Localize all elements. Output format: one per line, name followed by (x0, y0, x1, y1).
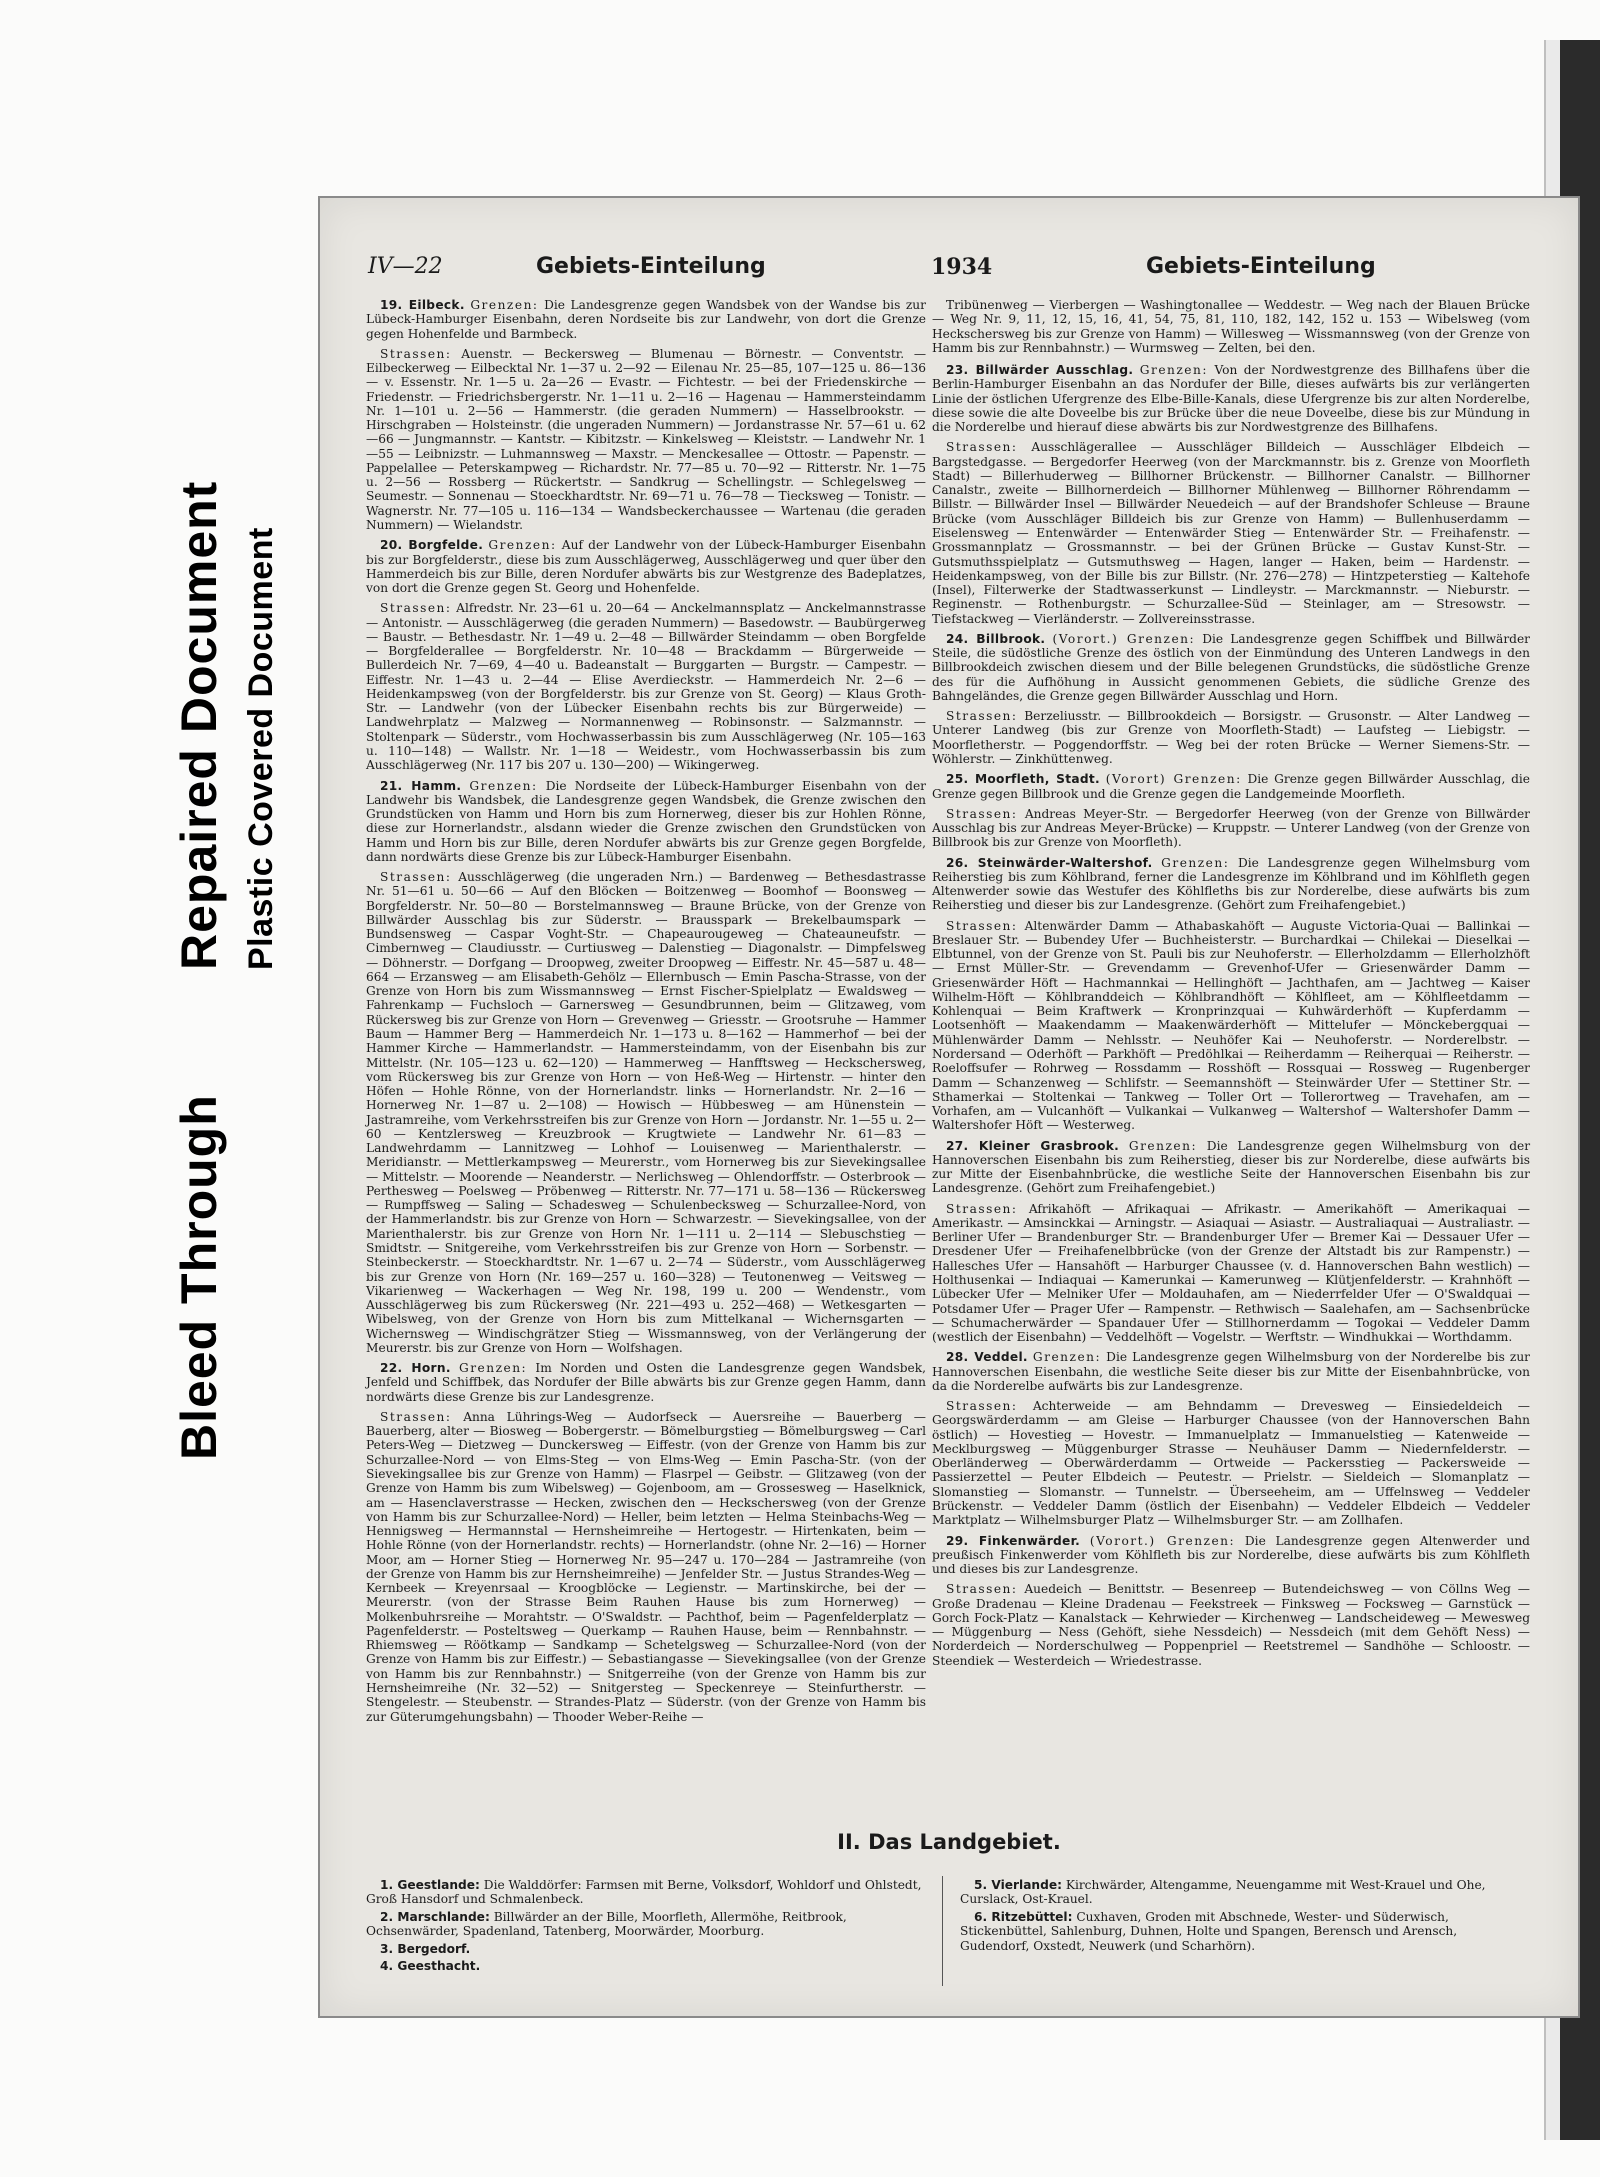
grenzen-text: Die Grenze gegen Billwärder Ausschlag, die Grenze gegen Billbrook und die Grenze gegen die Landgemeinde Moorfleth. (932, 772, 1531, 801)
strassen-label: Strassen: (946, 1399, 1018, 1414)
grenzen-text: Die Landesgrenze gegen Wilhelmsburg vom Reiherstieg bis zum Köhlbrand, ferner die Landesgrenze im Köhlbrand und im Köhlfleth gegen Altenwerder sowie das Westufer des Köhlfleths bis zur Norderelbe, diese aufwärts bis zum Reiherstieg und dieser bis zur Landesgrenze. (Gehört zum Freihafengebiet.) (932, 855, 1531, 913)
strassen-text: Alfredstr. Nr. 23—61 u. 20—64 — Anckelmannsplatz — Anckelmannstrasse — Antonistr. — Ausschlägerweg (die geraden Nummern) — Basedowstr. — Baubürgerweg — Baustr. — Bethesdastr. Nr. 1—49 u. 2—48 — Billwärder Steindamm — oben Borgfelde — Borgfelderallee — Borgfelderstr. Nr. 10—48 — Brackdamm — Bürgerweide — Bullerdeich Nr. 7—69, 4—40 u. Badeanstalt — Burggarten — Burgstr. — Campestr. — Eiffestr. Nr. 1—43 u. 2—44 — Elise Averdieckstr. — Hammerdeich Nr. 2—6 — Heidenkampsweg (von der Borgfelderstr. bis zur Grenze von St. Georg) — Klaus Groth-Str. — Landwehr (von der Lübecker Eisenbahn rechts bis zur Bürgerweide) — Landwehrplatz — Malzweg — Normannenweg — Robinsonstr. — Salzmannstr. — Stoltenpark — Süderstr., vom Hochwasserbassin bis zum Ausschlägerweg (Nr. 105—163 u. 110—148) — Wallstr. Nr. 1—18 — Weidestr., vom Hochwasserbassin bis zum Ausschlägerweg (Nr. 117 bis 207 u. 130—200) — Wikingerweg. (366, 601, 926, 773)
district-entry (932, 632, 1530, 766)
district-entry (932, 1534, 1530, 1668)
landgebiet-item-label: 3. Bergedorf. (380, 1941, 471, 1956)
landgebiet-item-text: Billwärder an der Bille, Moorfleth, Allermöhe, Reitbrook, Ochsenwärder, Spadenland, Tatenberg, Moorwärder, Moorburg. (366, 1909, 847, 1939)
header-title-right: Gebiets-Einteilung (1146, 254, 1376, 279)
continuation-paragraph: Tribünenweg — Vierbergen — Washingtonallee — Weddestr. — Weg nach der Blauen Brücke — Weg Nr. 9, 11, 12, 15, 16, 41, 54, 75, 81, 110, 182, 142, 152 u. 153 — Wibelsweg (vom Heckschersweg bis zur Grenze von Hamm) — Willesweg — Wissmannsweg (von der Grenze von Hamm bis zur Rennbahnstr.) — Wurmsweg — Zelten, bei den. (932, 298, 1530, 355)
strassen-label: Strassen: (380, 870, 452, 885)
landgebiet-left-column (366, 1878, 926, 1976)
district-grenzen-paragraph (366, 298, 926, 341)
plastic-covered-label: Plastic Covered Document (242, 527, 280, 970)
landgebiet-heading: II. Das Landgebiet. (837, 1830, 1061, 1854)
landgebiet-item-label: 2. Marschlande: (380, 1909, 490, 1924)
bleed-through-label: Bleed Through (171, 1094, 227, 1460)
district-strassen-paragraph (366, 601, 926, 772)
district-entry (366, 1361, 926, 1724)
district-title: 29. Finkenwärder. (946, 1533, 1081, 1548)
district-entry (366, 538, 926, 772)
district-strassen-paragraph (932, 1202, 1530, 1345)
district-strassen-paragraph (366, 347, 926, 532)
district-title: 20. Borgfelde. (380, 538, 484, 553)
district-grenzen-paragraph (366, 779, 926, 865)
district-title: 22. Horn. (380, 1361, 451, 1376)
district-grenzen-paragraph (366, 1361, 926, 1404)
grenzen-text: Die Landesgrenze gegen Wilhelmsburg von der Norderelbe bis zur Hannoverschen Eisenbahn, die westliche Seite dieser bis zur Mitte der Eisenbahnbrücke, von da die Norderelbe aufwärts bis zur Landesgrenze. (932, 1350, 1530, 1393)
district-entry (366, 779, 926, 1356)
grenzen-label: Grenzen: (1161, 855, 1230, 870)
side-labels (150, 480, 320, 1500)
landgebiet-item-text: Kirchwärder, Altengamme, Neuengamme mit West-Krauel und Ohe, Curslack, Ost-Krauel. (960, 1878, 1486, 1907)
strassen-text: Ausschlägerallee — Ausschläger Billdeich — Ausschläger Elbdeich — Bargstedgasse. — Bergedorfer Heerweg (von der Marckmannstr. bis z. Grenze von Moorfleth Stadt) — Billerhuderweg — Billhorner Brückenstr. — Billhorner Canalstr. — Billhorner Canalstr., zweite — Billhornerdeich — Billhorner Mühlenweg — Billhorner Röhrendamm — Billstr. — Billwärder Insel — Billwärder Neuedeich — auf der Brandshofer Schleuse — Braune Brücke (vom Ausschläger Billdeich bis zur Grenze von Hamm) — Bullenhuserdamm — Eiselensweg — Entenwärder — Entenwärder Stieg — Entenwärder Str. — Freihafenstr. — Grossmannplatz — Grossmannstr. — bei der Grünen Brücke — Gustav Kunst-Str. — Gutsmuthsspielplatz — Gutsmuthsweg — Hagen, langer — Haken, beim — Hardenstr. — Heidenkampsweg, von der Bille bis zur Billstr. (Nr. 276—278) — Hintzpeterstieg — Kaltehofe (Insel), Filterwerke der Stadtwasserkunst — Lindleystr. — Marckmannstr. — Nieburstr. — Reginenstr. — Rothenburgstr. — Schurzallee-Süd — Steinlager, am — Stresowstr. — Tiefstackweg — Vierländerstr. — Zollvereinsstrasse. (932, 440, 1530, 626)
grenzen-text: Die Landesgrenze gegen Altenwerder und preußisch Finkenwerder vom Köhlfleth bis zur Norderelbe, diese aufwärts bis zum Köhlfleth und dieses bis zur Landesgrenze. (932, 1533, 1530, 1577)
landgebiet-right-column (960, 1878, 1530, 1956)
grenzen-label: (Vorort.) Grenzen: (1052, 631, 1196, 646)
grenzen-text: Die Nordseite der Lübeck-Hamburger Eisenbahn von der Landwehr bis Wandsbek, die Landesgrenze gegen Wandsbek, die Grenze zwischen den Grundstücken von Hamm und Horn bis zum Hornerweg, dieser bis zur Hohlen Rönne, diese zur Hornerlandstr., alsdann wieder die Grenze zwischen den Grundstücken von Hamm und Horn bis zur Bille, deren Nordufer abwärts bis zur Grenze gegen Borgfelde, dann nordwärts diese Grenze bis zur Lübeck-Hamburger Eisenbahn. (366, 778, 927, 864)
district-entry (932, 363, 1530, 626)
strassen-text: Auedeich — Benittstr. — Besenreep — Butendeichsweg — von Cöllns Weg — Große Dradenau — Kleine Dradenau — Feekstreek — Finksweg — Focksweg — Garnstück — Gorch Fock-Platz — Kanalstack — Kehrwieder — Kirchenweg — Landscheideweg — Mewesweg — Müggenburg — Ness (Gehöft, siehe Nessdeich) — Nessdeich (mit dem Gehöft Ness) — Norderdeich — Norderschulweg — Poppenpriel — Reetstremel — Sandhöhe — Schloostr. — Steendiek — Westerdeich — Wriedestrasse. (932, 1582, 1530, 1668)
district-title: 21. Hamm. (380, 778, 462, 793)
landgebiet-item-label: 4. Geesthacht. (380, 1958, 481, 1973)
landgebiet-item (366, 1942, 926, 1956)
district-strassen-paragraph (932, 1582, 1530, 1668)
strassen-label: Strassen: (946, 806, 1018, 821)
district-title: 26. Steinwärder-Waltershof. (946, 855, 1153, 870)
strassen-label: Strassen: (946, 1201, 1018, 1216)
strassen-text: Berzeliusstr. — Billbrookdeich — Borsigstr. — Grusonstr. — Alter Landweg — Unterer Landweg (bis zur Grenze von Moorfleth-Stadt) — Laufsteg — Liebigstr. — Moorfletherstr. — Poggendorffstr. — Weg bei der roten Brücke — Werner Siemens-Str. — Wöhlerstr. — Zinkhüttenweg. (932, 709, 1530, 766)
strassen-label: Strassen: (946, 440, 1018, 455)
district-strassen-paragraph (932, 807, 1530, 850)
strassen-label: Strassen: (946, 1582, 1018, 1597)
landgebiet-item (366, 1910, 926, 1939)
grenzen-label: Grenzen: (1128, 1138, 1198, 1153)
strassen-label: Strassen: (946, 918, 1018, 933)
strassen-label: Strassen: (380, 601, 452, 616)
strassen-text: Afrikahöft — Afrikaquai — Afrikastr. — Amerikahöft — Amerikaquai — Amerikastr. — Amsinckkai — Arningstr. — Asiaquai — Asiastr. — Australiaquai — Australiastr. — Berliner Ufer — Brandenburger Str. — Brandenburger Ufer — Bremer Kai — Dessauer Ufer — Dresdener Ufer — Freihafenelbbrücke (von der Grenze der Altstadt bis zur Rampenstr.) — Hallesches Ufer — Hansahöft — Harburger Chaussee (v. d. Hannoverschen Bahn westlich) — Holthusenkai — Indiaquai — Kamerunkai — Kamerunweg — Klütjenfelderstr. — Krahnhöft — Lübecker Ufer — Melniker Ufer — Moldauhafen, am — Niederrfelder Ufer — O'Swaldquai — Potsdamer Ufer — Prager Ufer — Rampenstr. — Rethwisch — Saalehafen, am — Sachsenbrücke — Schumacherwärder — Spandauer Ufer — Stillhornerdamm — Togokai — Veddeler Damm (westlich der Eisenbahn) — Veddelhöft — Vogelstr. — Werftstr. — Windhukkai — Worthdamm. (932, 1201, 1530, 1345)
strassen-label: Strassen: (380, 346, 452, 361)
strassen-label: Strassen: (946, 709, 1018, 724)
landgebiet-item-text: Cuxhaven, Groden mit Abschnede, Wester- und Süderwisch, Stickenbüttel, Sahlenburg, Duhnen, Holte und Spangen, Berensch und Arensch, Gudendorf, Oxstedt, Neuwerk (und Scharhörn). (960, 1909, 1458, 1953)
district-strassen-paragraph (932, 1399, 1530, 1527)
district-strassen-paragraph (366, 1410, 926, 1724)
grenzen-label: Grenzen: (1139, 363, 1208, 378)
column-divider (942, 1876, 943, 1986)
landgebiet-item (960, 1878, 1530, 1907)
district-title: 28. Veddel. (946, 1350, 1028, 1365)
district-grenzen-paragraph (932, 363, 1530, 434)
landgebiet-item (366, 1878, 926, 1907)
repaired-document-label: Repaired Document (171, 480, 227, 970)
district-grenzen-paragraph (932, 1139, 1530, 1196)
district-grenzen-paragraph (932, 632, 1530, 703)
grenzen-label: (Vorort.) Grenzen: (1089, 1533, 1236, 1548)
strassen-text: Achterweide — am Behndamm — Drevesweg — Einsiedeldeich — Georgswärderdamm — am Gleise — Harburger Chaussee (von der Hannoverschen Bahn östlich) — Hovestieg — Hovestr. — Immanuelplatz — Immanuelstieg — Katenweide — Mecklburgsweg — Müggenburger Strasse — Neuhäuser Damm — Niedernfelderstr. — Oberländerweg — Oberwärderdamm — Ortweide — Packersstieg — Packersweide — Passierzettel — Peuter Elbdeich — Peutestr. — Prielstr. — Sieldeich — Slomanplatz — Slomanstieg — Slomanstr. — Tunnelstr. — Überseeheim, am — Uffelnsweg — Veddeler Brückenstr. — Veddeler Damm (östlich der Eisenbahn) — Veddeler Elbdeich — Veddeler Marktplatz — Wilhelmsburger Platz — Wilhelmsburger Str. — am Zollhafen. (932, 1399, 1530, 1528)
district-title: 25. Moorfleth, Stadt. (946, 772, 1100, 787)
header-year: 1934 (931, 254, 993, 280)
district-title: 27. Kleiner Grasbrook. (946, 1138, 1120, 1153)
strassen-text: Auenstr. — Beckersweg — Blumenau — Börnestr. — Conventstr. — Eilbeckerweg — Eilbecktal Nr. 1—37 u. 2—92 — Eilenau Nr. 25—85, 107—125 u. 86—136 — v. Essenstr. Nr. 1—5 u. 2a—26 — Evastr. — Fichtestr. — bei der Friedenskirche — Friedenstr. — Friedrichsbergerstr. Nr. 1—11 u. 2—16 — Hagenau — Hammersteindamm Nr. 1—101 u. 2—56 — Hammerstr. (die geraden Nummern) — Hasselbrookstr. — Hirschgraben — Holsteinstr. (die ungeraden Nummern) — Jordanstrasse Nr. 57—61 u. 62—66 — Jungmannstr. — Kantstr. — Kibitzstr. — Kinkelsweg — Kleiststr. — Landwehr Nr. 1—55 — Leibnizstr. — Luhmannsweg — Maxstr. — Menckesallee — Ottostr. — Papenstr. — Pappelallee — Peterskampweg — Richardstr. Nr. 77—85 u. 70—92 — Ritterstr. Nr. 1—75 u. 2—56 — Rossberg — Rückertstr. — Sandkrug — Schellingstr. — Schlegelsweg — Seumestr. — Sonnenau — Stoeckhardtstr. Nr. 69—71 u. 76—78 — Tiecksweg — Tonistr. — Wagnerstr. Nr. 77—105 u. 116—134 — Wandsbeckerchaussee — Wartenau (die geraden Nummern) — Wielandstr. (366, 346, 927, 532)
grenzen-label: Grenzen: (469, 778, 538, 793)
district-strassen-paragraph (366, 870, 926, 1355)
district-entry (932, 856, 1530, 1133)
page-header (356, 254, 1546, 284)
district-entry (932, 1139, 1530, 1345)
grenzen-text: Die Landesgrenze gegen Schiffbek und Billwärder Steile, die südöstliche Grenze des östlich von der Einmündung des Unteren Landwegs in den Billbrookdeich zwischen diesem und der Bille belegenen Grundstücks, die südöstliche Grenze des für die Aufhöhung in Aussicht genommenen Gebiets, die südliche Grenze des Bahngeländes, die Grenze gegen Billwärder Ausschlag und Horn. (932, 631, 1530, 703)
district-title: 24. Billbrook. (946, 631, 1046, 646)
landgebiet-item-text: Die Walddörfer: Farmsen mit Berne, Volksdorf, Wohldorf und Ohlstedt, Groß Hansdorf und Schmalenbeck. (366, 1878, 922, 1907)
landgebiet-item-label: 5. Vierlande: (974, 1878, 1062, 1892)
grenzen-label: (Vorort) Grenzen: (1105, 772, 1242, 787)
district-grenzen-paragraph (932, 772, 1530, 801)
header-title-left: Gebiets-Einteilung (536, 254, 766, 279)
grenzen-text: Im Norden und Osten die Landesgrenze gegen Wandsbek, Jenfeld und Schiffbek, das Nordufer der Bille abwärts bis zur Grenze gegen Hamm, dann nordwärts diese Grenze bis zur Landesgrenze. (366, 1361, 927, 1404)
grenzen-text: Von der Nordwestgrenze des Billhafens über die Berlin-Hamburger Eisenbahn an das Nordufer der Bille, dieses aufwärts bis zur verlängerten Linie der östlichen Ufergrenze des Elbe-Bille-Kanals, diese Ufergrenze bis zur alten Norderelbe, diese sowie die alte Doveelbe bis zur Brücke über die neue Doveelbe, diese bis zur Mündung in die Norderelbe und hierauf diese abwärts bis zur Nordwestgrenze des Billhafens. (932, 363, 1531, 435)
landgebiet-item-label: 1. Geestlande: (380, 1878, 480, 1892)
district-strassen-paragraph (932, 709, 1530, 766)
district-grenzen-paragraph (366, 538, 926, 595)
district-grenzen-paragraph (932, 856, 1530, 913)
district-entry (932, 772, 1530, 849)
document-page (318, 196, 1580, 2018)
district-strassen-paragraph (932, 919, 1530, 1133)
strassen-text: Ausschlägerweg (die ungeraden Nrn.) — Bardenweg — Bethesdastrasse Nr. 51—61 u. 50—66 — Auf den Blöcken — Boitzenweg — Boomhof — Boonsweg — Borgfelderstr. Nr. 50—80 — Borstelmannsweg — Braune Brücke, von der Grenze von Billwärder Ausschlag bis zur Süderstr. — Brausspark — Brekelbaumspark — Bundsensweg — Caspar Voght-Str. — Chapeaurougeweg — Chateauneufstr. — Cimbernweg — Claudiusstr. — Curtiusweg — Dalenstieg — Diagonalstr. — Dimpfelsweg — Döhnerstr. — Dorfgang — Droopweg, zweiter Droopweg — Eiffestr. Nr. 45—587 u. 48—664 — Erzansweg — am Elisabeth-Gehölz — Ellernbusch — Emin Pascha-Strasse, von der Grenze von Horn bis zum Wissmannsweg — Ernst Fischer-Spielplatz — Ewaldsweg — Fahrenkamp — Fuchsloch — Garnersweg — Gesundbrunnen, beim — Glitzaweg, vom Rückersweg bis zur Grenze von Horn — Grevenweg — Griesstr. — Grootsruhe — Hammer Baum — Hammer Berg — Hammerdeich Nr. 1—173 u. 8—162 — Hammerhof — bei der Hammer Kirche — Hammerlandstr. — Hammersteindamm, von der Eisenbahn bis zur Mittelstr. (Nr. 105—123 u. 62—120) — Hammerweg — Hanfftsweg — Heckschersweg, vom Rückersweg bis zur Grenze von Horn — von Heß-Weg — Hirtenstr. — hinter den Höfen — Hohle Rönne, von der Hornerlandstr. links — Hornerlandstr. Nr. 2—16 — Hornerweg Nr. 1—87 u. 2—108) — Howisch — Hübbesweg — am Hünenstein — Jastramreihe, vom Verkehrsstreifen bis zur Grenze von Horn — Jordanstr. Nr. 1—55 u. 2—60 — Kentzlersweg — Kreuzbrook — Krugtwiete — Landwehr Nr. 61—83 — Landwehrdamm — Lannitzweg — Lohhof — Louisenweg — Marienthalerstr. — Meridianstr. — Mettlerkampsweg — Meurerstr., vom Hornerweg bis zur Sievekingsallee — Mittelstr. — Moorende — Neanderstr. — Nerlichsweg — Ohlendorffstr. — Osterbrook — Perthesweg — Poelsweg — Pröbenweg — Ritterstr. Nr. 77—171 u. 58—136 — Rückersweg — Rumpffsweg — Saling — Schadesweg — Schulenbecksweg — Schurzallee-Nord, von der Hammerlandstr. bis zur Grenze von Horn — Schwarzestr. — Sievekingsallee, von der Marienthalerstr. bis zur Grenze von Horn Nr. 1—111 u. 2—114 — Slebuschstieg — Smidtstr. — Snitgereihe, vom Verkehrsstreifen bis zur Grenze von Horn — Sorbenstr. — Steinbeckerstr. — Stoeckhardtstr. Nr. 1—67 u. 2—74 — Süderstr., vom Ausschlägerweg bis zur Grenze von Horn (Nr. 169—257 u. 160—328) — Teutonenweg — Veitsweg — Vikarienweg — Wackerhagen — Weg Nr. 198, 199 u. 200 — Wendenstr., vom Ausschlägerweg bis zum Rückersweg (Nr. 221—493 u. 252—468) — Wetkesgarten — Wibelsweg, von der Grenze von Horn bis zum Mittelkanal — Wichernsgarten — Wichernsweg — Windischgrätzer Stieg — Wissmannsweg, von der Verlängerung der Meurerstr. bis zur Grenze von Horn — Wolfshagen. (366, 870, 926, 1355)
grenzen-label: Grenzen: (1032, 1350, 1102, 1365)
grenzen-text: Auf der Landwehr von der Lübeck-Hamburger Eisenbahn bis zur Borgfelderstr., diese bis zum Ausschlägerweg, Ausschlägerweg und quer über den Hammerdeich bis zur Bille, deren Nordufer abwärts bis zur Westgrenze des Badeplatzes, von dort die Grenze gegen St. Georg und Hohenfelde. (366, 538, 927, 596)
grenzen-text: Die Landesgrenze gegen Wandsbek von der Wandse bis zur Lübeck-Hamburger Eisenbahn, deren Nordseite bis zur Landwehr, von dort die Grenze gegen Hohenfelde und Barmbeck. (366, 298, 926, 341)
strassen-label: Strassen: (380, 1409, 452, 1424)
district-entry (932, 1350, 1530, 1527)
grenzen-label: Grenzen: (488, 538, 557, 553)
district-grenzen-paragraph (932, 1350, 1530, 1393)
grenzen-label: Grenzen: (458, 1361, 528, 1376)
page-number: IV—22 (368, 254, 443, 279)
grenzen-label: Grenzen: (470, 298, 539, 312)
landgebiet-item (366, 1959, 926, 1973)
landgebiet-item-label: 6. Ritzebüttel: (974, 1909, 1073, 1924)
grenzen-text: Die Landesgrenze gegen Wilhelmsburg von der Hannoverschen Eisenbahn bis zum Reiherstieg, dieser bis zur Norderelbe, diese aufwärts bis zur Mitte der Eisenbahnbrücke, die westliche Seite der Hannoverschen Eisenbahn bis zur Landesgrenze. (Gehört zum Freihafengebiet.) (932, 1138, 1531, 1196)
district-title: 19. Eilbeck. (380, 298, 465, 312)
strassen-text: Anna Lührings-Weg — Audorfseck — Auersreihe — Bauerberg — Bauerberg, alter — Biosweg — Bobergerstr. — Bömelburgstieg — Bömelburgsweg — Carl Peters-Weg — Dietzweg — Dunckersweg — Eiffestr. (von der Grenze von Hamm bis zur Schurzallee-Nord — von Elms-Steg — von Elms-Weg — Emin Pascha-Str. (von der Sievekingsallee bis zur Grenze von Hamm) — Flasrpel — Geibstr. — Glitzaweg (von der Grenze von Hamm bis zum Wibelsweg) — Gojenboom, am — Grossesweg — Haselknick, am — Hasenclaverstrasse — Hecken, zwischen den — Heckschersweg (von der Grenze von Hamm bis zur Schurzallee-Nord) — Heller, beim letzten — Helma Steinbachs-Weg — Hennigsweg — Hermannstal — Hernsheimreihe — Hertogestr. — Hirtenkaten, beim — Hohle Rönne (von der Hornerlandstr. rechts) — Hornerlandstr. (ohne Nr. 2—16) — Horner Moor, am — Horner Stieg — Hornerweg Nr. 95—247 u. 170—284 — Jastramreihe (von der Grenze von Hamm bis zur Hernsheimreihe) — Jenfelder Str. — Justus Strandes-Weg — Kernbeek — Kreyenrsaal — Kroogblöcke — Legienstr. — Martinskirche, bei der — Meurerstr. (von der Strasse Beim Rauhen Hause bis zum Hornerweg) — Molkenbuhrsreihe — Morahtstr. — O'Swaldstr. — Pachthof, beim — Pagenfelderplatz — Pagenfelderstr. — Posteltsweg — Querkamp — Rauhen Hause, beim — Rennbahnstr. — Rhiemsweg — Röötkamp — Sandkamp — Schetelgsweg — Schurzallee-Nord (von der Grenze von Hamm bis zur Eiffestr.) — Sebastiangasse — Sievekingsallee (von der Grenze von Hamm bis zur Rennbahnstr.) — Snitgerreihe (von der Grenze von Hamm bis zur Hernsheimreihe (Nr. 32—52) — Snitgersteg — Speckenreye — Steinfurtherstr. — Stengelestr. — Steubenstr. — Strandes-Platz — Süderstr. (von der Grenze von Hamm bis zur Güterumgehungsbahn) — Thooder Weber-Reihe — (366, 1409, 926, 1724)
strassen-text: Altenwärder Damm — Athabaskahöft — Auguste Victoria-Quai — Ballinkai — Breslauer Str. — Bubendey Ufer — Buchheisterstr. — Burchardkai — Chilekai — Dieselkai — Elbtunnel, von der Grenze von St. Pauli bis zur Neuhoferstr. — Ellerholzdamm — Ellerholzhöft — Ernst Müller-Str. — Grevendamm — Grevenhof-Ufer — Griesenwärder Damm — Griesenwärder Höft — Hachmannkai — Hellinghöft — Jachthafen, am — Jachtweg — Kaiser Wilhelm-Höft — Köhlbranddeich — Köhlbrandhöft — Köhlfleet, am — Köhlfleetdamm — Kohlenquai — Beim Kraftwerk — Kronprinzquai — Kuhwärderhöft — Kupferdamm — Lootsenhöft — Maakendamm — Maakenwärderhöft — Mittelufer — Mönckebergquai — Mühlenwärder Damm — Nehlsstr. — Neuhöfer Kai — Neuhoferstr. — Norderelbstr. — Nordersand — Oderhöft — Parkhöft — Predöhlkai — Reiherdamm — Reiherquai — Reiherstr. — Roeloffsufer — Rohrweg — Rossdamm — Rosshöft — Rossquai — Rossweg — Rugenberger Damm — Schanzenweg — Schlifstr. — Seemannshöft — Steinwärder Ufer — Stettiner Str. — Sthamerkai — Stoltenkai — Tankweg — Toller Ort — Tollerortweg — Travehafen, am — Vorhafen, am — Vulcanhöft — Vulkankai — Vulkanweg — Waltershof — Waltershofer Damm — Waltershofer Höft — Westerweg. (932, 918, 1530, 1133)
left-column (366, 298, 926, 1730)
district-grenzen-paragraph (932, 1534, 1530, 1577)
right-column (932, 298, 1530, 1674)
district-entry (366, 298, 926, 532)
landgebiet-item (960, 1910, 1530, 1953)
district-strassen-paragraph (932, 440, 1530, 625)
district-title: 23. Billwärder Ausschlag. (946, 363, 1134, 378)
strassen-text: Andreas Meyer-Str. — Bergedorfer Heerweg (von der Grenze von Billwärder Ausschlag bis zur Andreas Meyer-Brücke) — Kruppstr. — Unterer Landweg (von der Grenze von Billbrook bis zur Grenze von Moorfleth). (932, 806, 1531, 850)
